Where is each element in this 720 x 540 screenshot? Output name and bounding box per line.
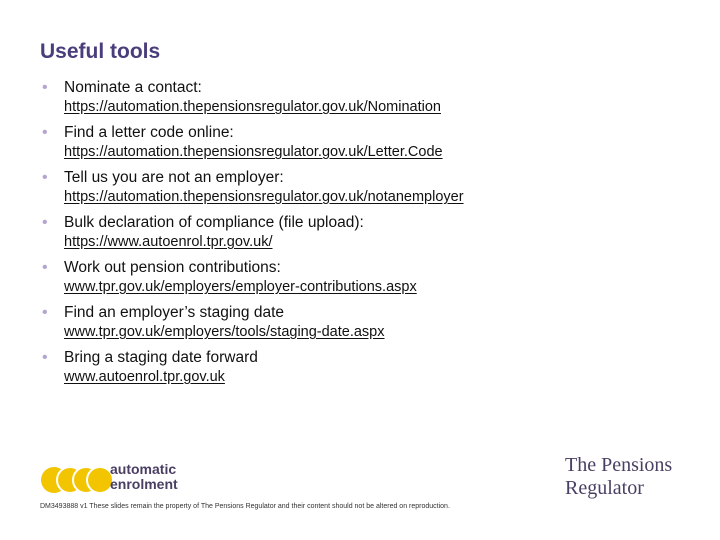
automatic-enrolment-wordmark (110, 462, 178, 492)
list-item (40, 303, 700, 342)
tpr-line-1: The Pensions (565, 454, 673, 476)
staging-forward-link[interactable]: www.autoenrol.tpr.gov.uk (64, 369, 225, 385)
bullet-icon: • (42, 259, 48, 276)
page-title: Useful tools (40, 40, 161, 63)
ae-line-1: automatic (110, 461, 177, 477)
item-label: Bulk declaration of compliance (file upload): (64, 214, 364, 231)
tools-list (40, 78, 700, 393)
list-item (40, 123, 700, 162)
item-label: Bring a staging date forward (64, 349, 258, 366)
bullet-icon: • (42, 169, 48, 186)
list-item (40, 213, 700, 252)
list-item (40, 348, 700, 387)
nomination-link[interactable]: https://automation.thepensionsregulator.gov.uk/Nomination (64, 99, 441, 115)
bullet-icon: • (42, 79, 48, 96)
item-label: Find a letter code online: (64, 124, 234, 141)
bullet-icon: • (42, 349, 48, 366)
tpr-line-2: Regulator (565, 477, 644, 499)
item-label: Tell us you are not an employer: (64, 169, 284, 186)
item-label: Find an employer’s staging date (64, 304, 285, 321)
letter-code-link[interactable]: https://automation.thepensionsregulator.gov.uk/Letter.Code (64, 144, 443, 160)
not-an-employer-link[interactable]: https://automation.thepensionsregulator.gov.uk/notanemployer (64, 189, 464, 205)
bullet-icon: • (42, 124, 48, 141)
staging-date-link[interactable]: www.tpr.gov.uk/employers/tools/staging-date.aspx (64, 324, 385, 340)
bullet-icon: • (42, 214, 48, 231)
bulk-declaration-link[interactable]: https://www.autoenrol.tpr.gov.uk/ (64, 234, 273, 250)
ae-line-2: enrolment (110, 476, 178, 492)
contributions-link[interactable]: www.tpr.gov.uk/employers/employer-contributions.aspx (64, 279, 417, 295)
pensions-regulator-logo (565, 454, 672, 500)
disclaimer-text: DM3493888 v1 These slides remain the property of The Pensions Regulator and their content should not be altered on reproduction. (40, 503, 450, 510)
item-label: Work out pension contributions: (64, 259, 281, 276)
list-item (40, 78, 700, 117)
list-item (40, 258, 700, 297)
bullet-icon: • (42, 304, 48, 321)
list-item (40, 168, 700, 207)
item-label: Nominate a contact: (64, 79, 202, 96)
